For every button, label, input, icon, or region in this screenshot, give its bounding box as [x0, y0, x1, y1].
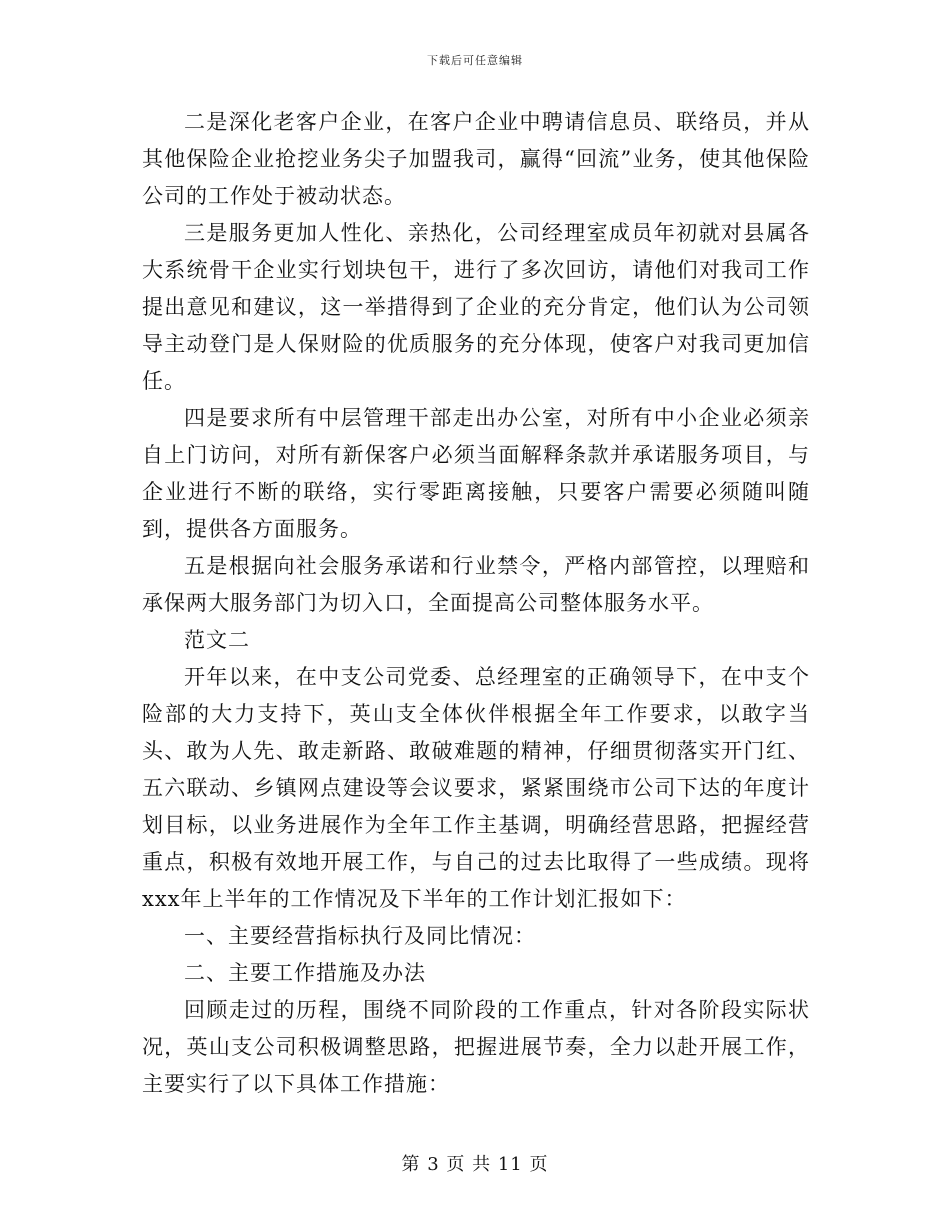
paragraph-review: 回顾走过的历程，围绕不同阶段的工作重点，针对各阶段实际状况，英山支公司积极调整思路，把握进展节奏，全力以赴开展工作，主要实行了以下具体工作措施： [142, 998, 810, 1096]
heading-1: 一、主要经营指标执行及同比情况： [184, 924, 536, 948]
paragraph-3: 三是服务更加人性化、亲热化，公司经理室成员年初就对县属各大系统骨干企业实行划块包干，进行了多次回访，请他们对我司工作提出意见和建议，这一举措得到了企业的充分肯定，他们认为公司领导主动登门是人保财险的优质服务的充分体现，使客户对我司更加信任。 [142, 221, 810, 393]
section-heading-fanwen-2: 范文二 [184, 628, 250, 652]
paragraph-2: 二是深化老客户企业，在客户企业中聘请信息员、联络员，并从其他保险企业抢挖业务尖子加盟我司，赢得“回流”业务，使其他保险公司的工作处于被动状态。 [142, 110, 810, 208]
page-footer: 第 3 页 共 11 页 [401, 1154, 549, 1175]
paragraph-5: 五是根据向社会服务承诺和行业禁令，严格内部管控，以理赔和承保两大服务部门为切入口，全面提高公司整体服务水平。 [142, 554, 810, 615]
heading-2: 二、主要工作措施及办法 [184, 961, 426, 985]
page-header: 下载后可任意编辑 [427, 54, 523, 67]
paragraph-4: 四是要求所有中层管理干部走出办公室，对所有中小企业必须亲自上门访问，对所有新保客户必须当面解释条款并承诺服务项目，与企业进行不断的联络，实行零距离接触，只要客户需要必须随叫随到，提供各方面服务。 [142, 406, 810, 541]
document-body [142, 104, 810, 1103]
paragraph-intro: 开年以来，在中支公司党委、总经理室的正确领导下，在中支个险部的大力支持下，英山支全体伙伴根据全年工作要求，以敢字当头、敢为人先、敢走新路、敢破难题的精神，仔细贯彻落实开门红、五六联动、乡镇网点建设等会议要求，紧紧围绕市公司下达的年度计划目标，以业务进展作为全年工作主基调，明确经营思路，把握经营重点，积极有效地开展工作，与自己的过去比取得了一些成绩。现将xxx年上半年的工作情况及下半年的工作计划汇报如下： [142, 665, 810, 911]
